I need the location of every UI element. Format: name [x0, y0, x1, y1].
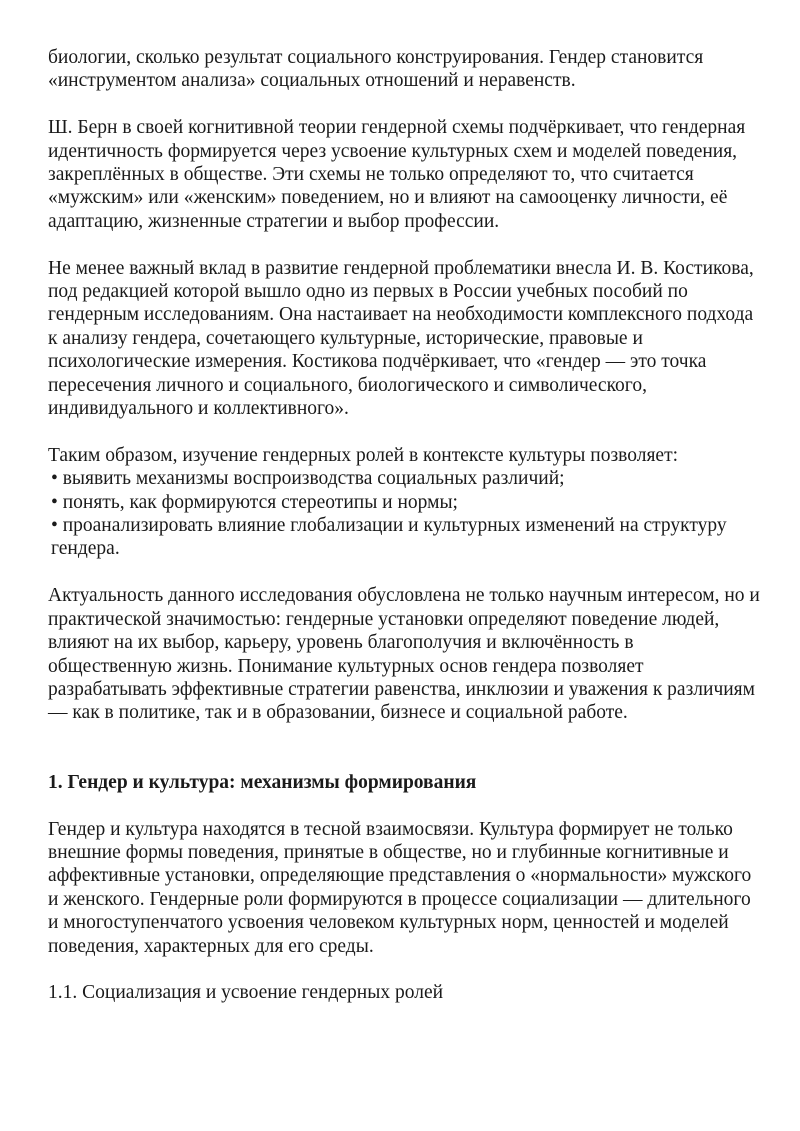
- paragraph: Ш. Берн в своей когнитивной теории гендерной схемы подчёркивает, что гендерная идентичность формируется через усвоение культурных схем и моделей поведения, закреплённых в обществе. Эти схемы не только определяют то, что считается «мужским» или «женским» поведением, но и влияют на самооценку личности, её адаптацию, жизненные стратегии и выбор профессии.: [48, 117, 746, 232]
- bullet-item: • проанализировать влияние глобализации и культурных изменений на структуру гендера.: [51, 515, 727, 560]
- paragraph: Гендер и культура находятся в тесной взаимосвязи. Культура формирует не только внешние формы поведения, принятые в обществе, но и глубинные когнитивные и аффективные установки, определяющие представления о «нормальности» мужского и женского. Гендерные роли формируются в процессе социализации — длительного и многоступенчатого усвоения человеком культурных норм, ценностей и моделей поведения, характерных для его среды.: [48, 818, 752, 957]
- bullet-item: • понять, как формируются стереотипы и нормы;: [51, 491, 458, 513]
- bullet-item: • выявить механизмы воспроизводства социальных различий;: [51, 468, 565, 490]
- subsection-heading: 1.1. Социализация и усвоение гендерных ролей: [48, 982, 444, 1004]
- section-heading: 1. Гендер и культура: механизмы формирования: [48, 771, 477, 793]
- paragraph: Актуальность данного исследования обусловлена не только научным интересом, но и практической значимостью: гендерные установки определяют поведение людей, влияют на их выбор, карьеру, уровень благополучия и включённость в общественную жизнь. Понимание культурных основ гендера позволяет разрабатывать эффективные стратегии равенства, инклюзии и уважения к различиям — как в политике, так и в образовании, бизнесе и социальной работе.: [48, 585, 760, 724]
- paragraph: биологии, сколько результат социального конструирования. Гендер становится «инструментом анализа» социальных отношений и неравенств.: [48, 47, 704, 92]
- document-page: [48, 46, 760, 1005]
- paragraph-intro: Таким образом, изучение гендерных ролей в контексте культуры позволяет:: [48, 444, 679, 466]
- paragraph: Не менее важный вклад в развитие гендерной проблематики внесла И. В. Костикова, под редакцией которой вышло одно из первых в России учебных пособий по гендерным исследованиям. Она настаивает на необходимости комплексного подхода к анализу гендера, сочетающего культурные, исторические, правовые и психологические измерения. Костикова подчёркивает, что «гендер — это точка пересечения личного и социального, биологического и символического, индивидуального и коллективного».: [48, 257, 754, 420]
